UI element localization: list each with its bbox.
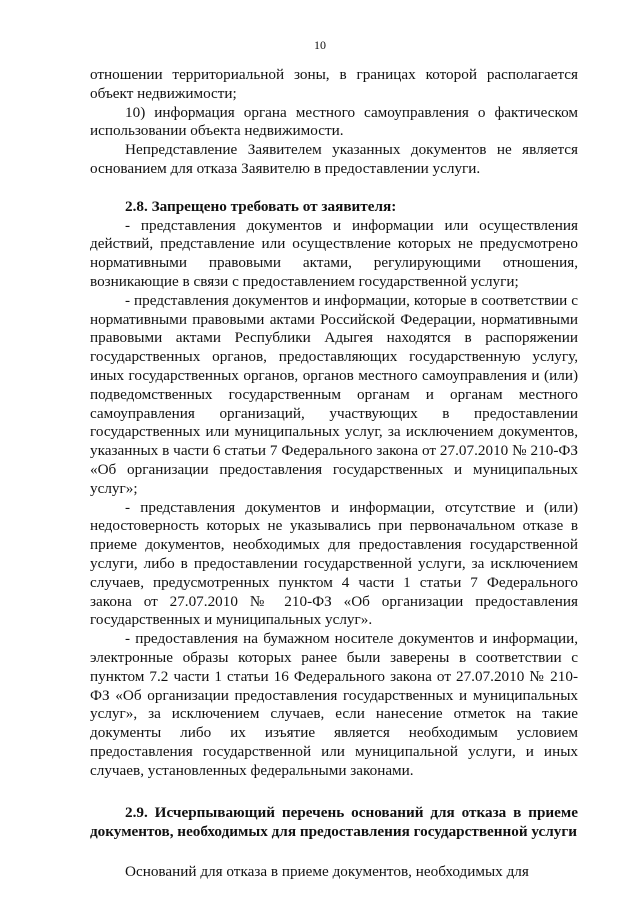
list-item: - представления документов и информации, которые в соответствии с нормативными правовыми актами Российской Федерации, нормативными правовыми актами Республики Адыгея находятся в распоряжении государственных органов, предоставляющих государственную услугу, иных государственных органов, органов местного самоуправления и (или) подведомственных государственным органам и органам местного самоуправления организаций, участвующих в предоставлении государственных или муниципальных услуг, за исключением документов, указанных в части 6 статьи 7 Федерального закона от 27.07.2010 № 210-ФЗ «Об организации предоставления государственных и муниципальных услуг»; — [90, 291, 578, 497]
list-item: - предоставления на бумажном носителе документов и информации, электронные образы которых ранее были заверены в соответствии с пунктом 7.2 части 1 статьи 16 Федерального закона от 27.07.2010 № 210-ФЗ «Об организации предоставления государственных и муниципальных услуг», за исключением случаев, если нанесение отметок на такие документы либо их изъятие является необходимым условием предоставления государственной или муниципальной услуги, и иных случаев, установленных федеральными законами. — [90, 630, 578, 779]
paragraph: 10) информация органа местного самоуправления о фактическом использовании объекта недвижимости. — [90, 103, 578, 140]
paragraph: отношении территориальной зоны, в границах которой располагается объект недвижимости; — [90, 66, 578, 102]
list-item: - представления документов и информации или осуществления действий, представление или осуществление которых не предусмотрено нормативными правовыми актами, регулирующими отношения, возникающие в связи с предоставлением государственной услуги; — [90, 216, 578, 290]
list-item: - представления документов и информации, отсутствие и (или) недостоверность которых не указывались при первоначальном отказе в приеме документов, необходимых для предоставления государственной услуги, либо в предоставлении государственной услуги, за исключением случаев, предусмотренных пунктом 4 части 1 статьи 7 Федерального закона от 27.07.2010 № 210-ФЗ «Об организации предоставления государственных и муниципальных услуг». — [90, 498, 578, 629]
section-2-9-heading: 2.9. Исчерпывающий перечень оснований для отказа в приеме документов, необходимых для предоставления государственной услуги — [90, 804, 578, 841]
document-body — [90, 66, 578, 882]
paragraph: Оснований для отказа в приеме документов, необходимых для — [125, 863, 529, 881]
section-2-8-heading: 2.8. Запрещено требовать от заявителя: — [125, 197, 397, 215]
paragraph: Непредставление Заявителем указанных документов не является основанием для отказа Заявителю в предоставлении услуги. — [90, 141, 578, 177]
page-number: 10 — [314, 38, 326, 52]
